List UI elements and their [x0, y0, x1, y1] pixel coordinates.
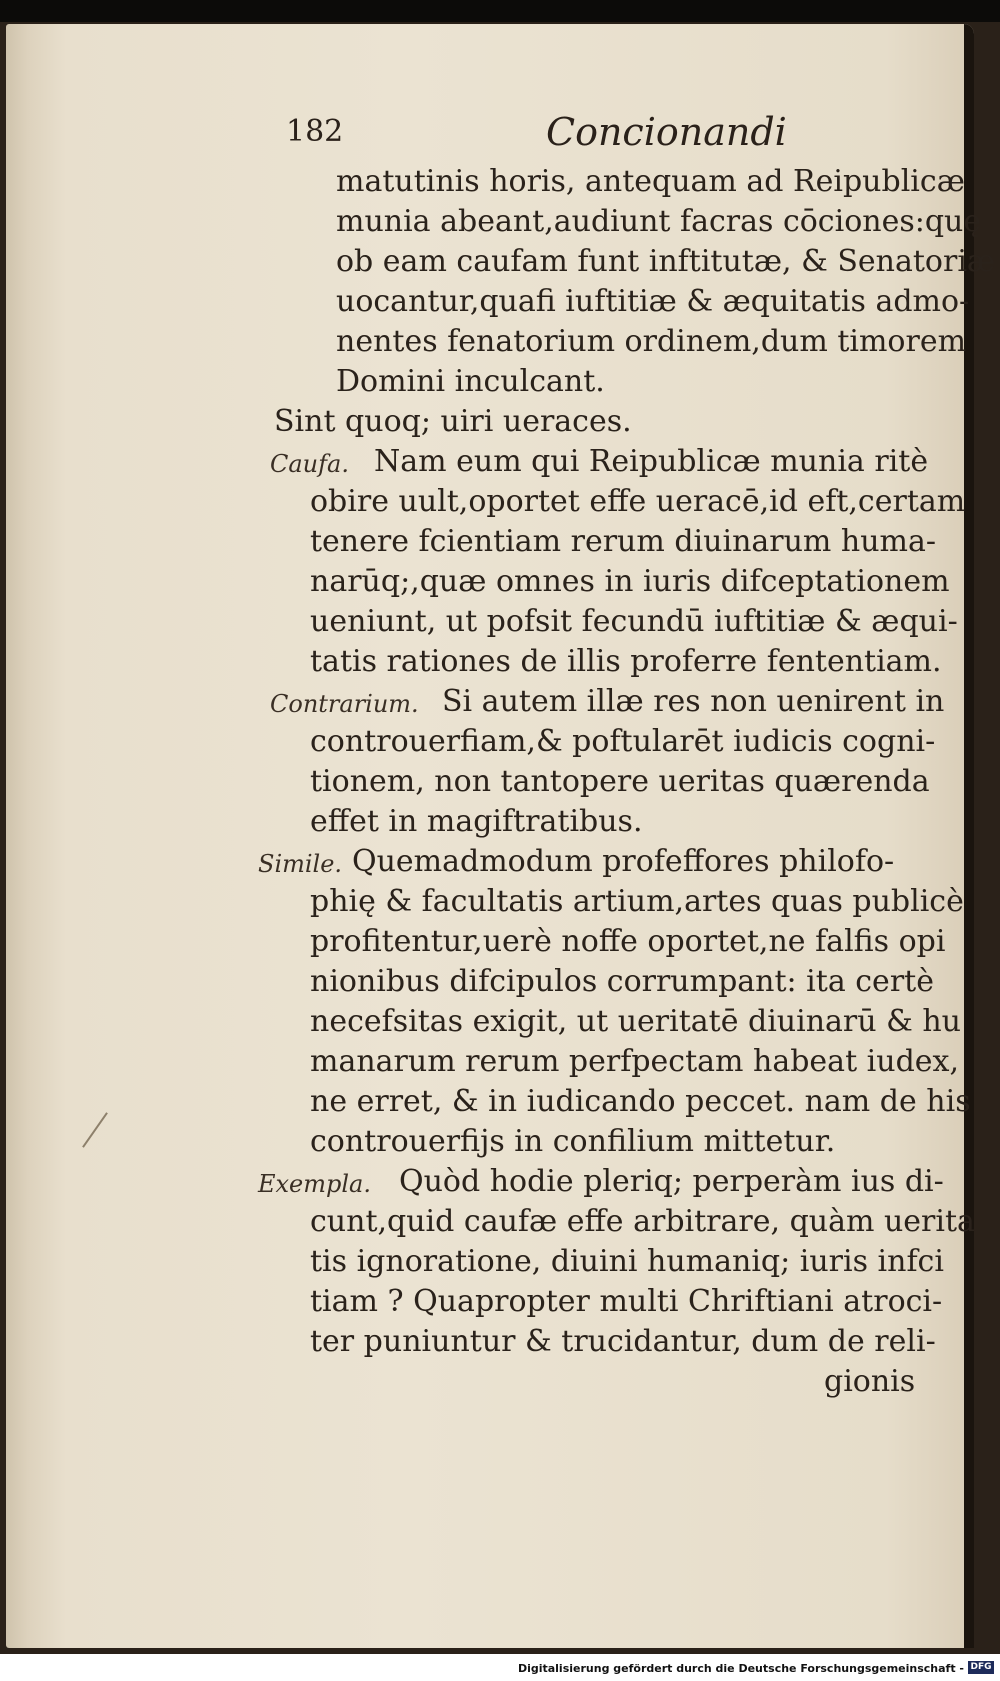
text-line: ter puniuntur & trucidantur, dum de reli-: [310, 1324, 936, 1359]
text-line: uocantur,quafi iuftitiæ & æquitatis admo-: [336, 284, 970, 319]
text-line: manarum rerum perfpectam habeat iudex,: [310, 1044, 959, 1079]
text-line: Nam eum qui Reipublicæ munia ritè: [374, 444, 929, 479]
text-line-with-note: [258, 842, 964, 882]
text-line: tis ignoratione, diuini humaniq; iuris infci: [310, 1244, 944, 1279]
text-line: munia abeant,audiunt facras cōciones:quę: [336, 204, 982, 239]
footer-bar: [0, 1654, 1000, 1681]
text-line: controuerfiam,& poftularēt iudicis cogni-: [310, 724, 936, 759]
text-line: nionibus difcipulos corrumpant: ita certè: [310, 964, 934, 999]
catchword: gionis: [824, 1364, 916, 1399]
margin-note-causa: Caufa.: [270, 450, 349, 478]
text-line: Quòd hodie pleriq; perperàm ius di-: [399, 1164, 944, 1199]
text-line: narūq;,quæ omnes in iuris difceptationem: [310, 564, 950, 599]
text-line: ne erret, & in iudicando peccet. nam de his: [310, 1084, 971, 1119]
text-line: ueniunt, ut pofsit fecundū iuftitiæ & æqui-: [310, 604, 958, 639]
text-line: necefsitas exigit, ut ueritatē diuinarū & hu: [310, 1004, 962, 1039]
top-black-bar: [0, 0, 1000, 22]
text-line: Domini inculcant.: [336, 364, 605, 399]
text-line: matutinis horis, antequam ad Reipublicæ: [336, 164, 965, 199]
text-line: nentes fenatorium ordinem,dum timorem: [336, 324, 967, 359]
text-line: effet in magiftratibus.: [310, 804, 643, 839]
text-line: tionem, non tantopere ueritas quærenda: [310, 764, 930, 799]
page-mark: [82, 1112, 108, 1148]
footer-credit: Digitalisierung gefördert durch die Deutsche Forschungsgemeinschaft -: [517, 1662, 964, 1675]
section-heading: Sint quoq; uiri ueraces.: [274, 404, 632, 439]
text-line: profitentur,uerè noffe oportet,ne falfis opi: [310, 924, 946, 959]
text-line-with-note: [270, 442, 964, 482]
text-line: cunt,quid caufæ effe arbitrare, quàm uerita: [310, 1204, 975, 1239]
text-line-with-note: [258, 1162, 964, 1202]
margin-note-simile: Simile.: [258, 850, 343, 878]
text-line: Quemadmodum profeffores philofo-: [352, 844, 895, 879]
text-line: tiam ? Quapropter multi Chriftiani atroci-: [310, 1284, 943, 1319]
text-line-with-note: [270, 682, 964, 722]
text-line: tenere fcientiam rerum diuinarum huma-: [310, 524, 937, 559]
text-line: ob eam caufam funt inftitutæ, & Senatoriæ: [336, 244, 996, 279]
text-line: tatis rationes de illis proferre fententiam.: [310, 644, 942, 679]
page-header: [286, 110, 926, 158]
margin-note-contrarium: Contrarium.: [270, 690, 419, 718]
text-line: phię & facultatis artium,artes quas publicè: [310, 884, 964, 919]
text-line: controuerfijs in confilium mittetur.: [310, 1124, 836, 1159]
margin-note-exempla: Exempla.: [258, 1170, 371, 1198]
dfg-logo-icon: DFG: [968, 1661, 994, 1674]
text-line: Si autem illæ res non uenirent in: [442, 684, 945, 719]
page-body: [258, 162, 996, 1402]
book-page: [6, 24, 996, 1648]
text-line: obire uult,oportet effe ueracē,id eft,certam: [310, 484, 966, 519]
page-number: 182: [286, 114, 344, 149]
running-head: Concionandi: [546, 110, 787, 154]
